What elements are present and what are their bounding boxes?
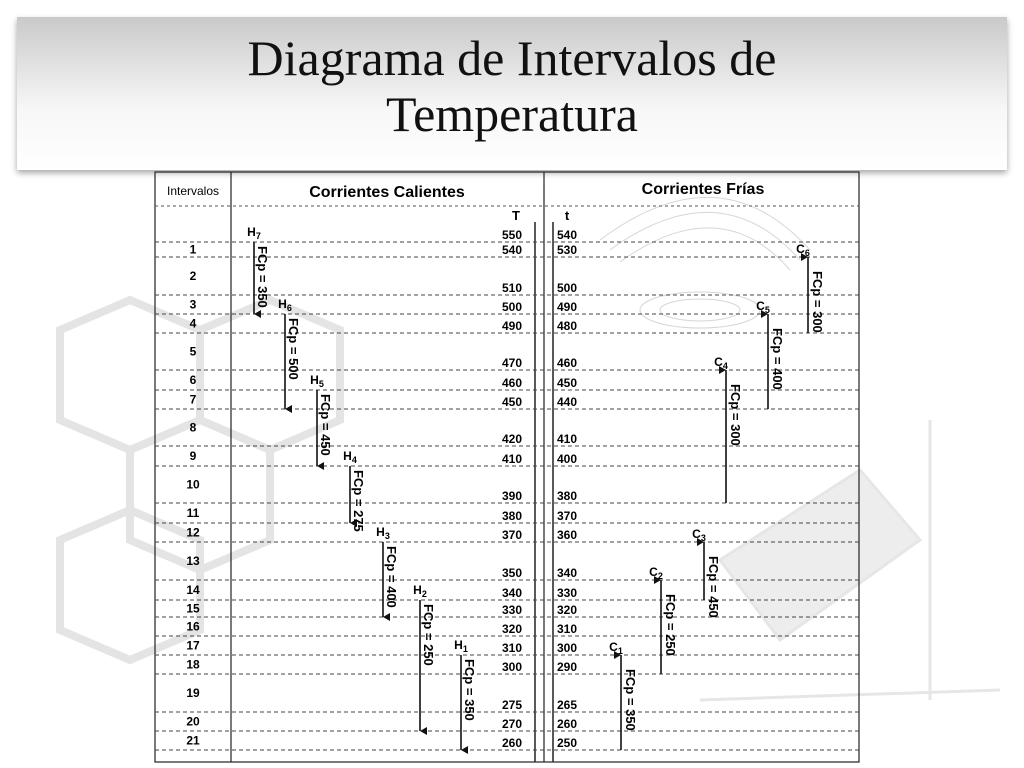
interval-number: 15 bbox=[186, 601, 200, 616]
fcp-label: FCp = 350 bbox=[462, 659, 477, 721]
cold-temperature-label: 290 bbox=[557, 660, 578, 674]
cold-stream-label: $C_2$ bbox=[649, 565, 663, 581]
cold-temperature-label: 500 bbox=[557, 281, 578, 295]
hot-temperature-label: 320 bbox=[501, 622, 522, 636]
fcp-label: FCp = 450 bbox=[706, 556, 721, 618]
hot-temperature-label: 420 bbox=[501, 432, 522, 446]
cold-temperature-label: 490 bbox=[557, 300, 578, 314]
interval-number: 5 bbox=[189, 344, 197, 359]
hot-stream-label: $H_1$ bbox=[454, 638, 468, 654]
hot-temperature-label: 300 bbox=[501, 660, 522, 674]
cold-temperature-label: 410 bbox=[557, 432, 578, 446]
interval-number: 17 bbox=[186, 638, 200, 653]
interval-number: 9 bbox=[189, 449, 197, 463]
cold-stream-label: $C_4$ bbox=[714, 355, 728, 371]
hot-temperature-label: 380 bbox=[501, 509, 522, 523]
label-cold-t: t bbox=[564, 208, 570, 223]
fcp-label: FCp = 400 bbox=[384, 546, 399, 608]
cold-temperature-label: 300 bbox=[557, 641, 578, 655]
hot-temperature-label: 340 bbox=[501, 586, 522, 600]
fcp-label: FCp = 450 bbox=[318, 394, 333, 456]
interval-number: 7 bbox=[189, 392, 197, 407]
interval-number: 14 bbox=[186, 583, 200, 597]
hot-temperature-label: 310 bbox=[501, 641, 522, 655]
interval-number: 16 bbox=[186, 619, 200, 634]
cold-temperature-label: 320 bbox=[557, 603, 578, 617]
cold-temperature-label: 450 bbox=[557, 376, 578, 390]
hot-temperature-label: 540 bbox=[501, 243, 522, 257]
cold-temperature-label: 360 bbox=[557, 528, 578, 542]
title-line-2: Temperatura bbox=[386, 86, 638, 142]
hot-temperature-label: 510 bbox=[501, 281, 522, 295]
cold-temperature-label: 540 bbox=[557, 228, 578, 242]
hot-temperature-label: 490 bbox=[501, 319, 522, 333]
hot-temperature-label: 270 bbox=[501, 717, 522, 731]
interval-number: 4 bbox=[189, 316, 197, 331]
cold-temperature-label: 380 bbox=[557, 489, 578, 503]
hot-stream-label: $H_3$ bbox=[376, 525, 390, 541]
fcp-label: FCp = 300 bbox=[810, 271, 825, 333]
header-intervalos: Intervalos bbox=[166, 184, 220, 198]
hot-temperature-label: 470 bbox=[501, 356, 522, 370]
interval-number: 19 bbox=[186, 686, 200, 700]
hot-stream-label: $H_6$ bbox=[278, 297, 292, 313]
interval-number: 6 bbox=[189, 373, 197, 387]
cold-temperature-label: 250 bbox=[557, 736, 578, 750]
hot-temperature-label: 460 bbox=[501, 376, 522, 390]
cold-temperature-label: 260 bbox=[557, 717, 578, 731]
header-hot-streams: Corrientes Calientes bbox=[309, 184, 465, 201]
hot-temperature-label: 390 bbox=[501, 489, 522, 503]
hot-temperature-label: 330 bbox=[501, 603, 522, 617]
cold-temperature-label: 310 bbox=[557, 622, 578, 636]
hot-temperature-label: 350 bbox=[501, 566, 522, 580]
cold-stream-label: $C_5$ bbox=[756, 299, 770, 315]
interval-number: 12 bbox=[186, 525, 200, 540]
fcp-label: FCp = 500 bbox=[286, 318, 301, 380]
cold-stream-label: $C_6$ bbox=[796, 242, 810, 258]
interval-number: 10 bbox=[186, 477, 200, 492]
title-line-1: Diagrama de Intervalos de bbox=[247, 30, 777, 86]
cold-temperature-label: 440 bbox=[557, 395, 578, 409]
fcp-label: FCp = 250 bbox=[421, 604, 436, 666]
interval-number: 13 bbox=[186, 554, 200, 568]
cold-temperature-label: 530 bbox=[557, 243, 578, 257]
cold-temperature-label: 480 bbox=[557, 319, 578, 333]
hot-stream-label: $H_2$ bbox=[413, 583, 427, 599]
cold-stream-label: $C_3$ bbox=[692, 527, 706, 543]
label-hot-T: T bbox=[512, 208, 520, 223]
cold-stream-label: $C_1$ bbox=[609, 640, 623, 656]
hot-stream-label: $H_4$ bbox=[343, 449, 357, 465]
hot-temperature-label: 500 bbox=[501, 300, 522, 314]
cold-temperature-label: 400 bbox=[557, 452, 578, 466]
interval-number: 11 bbox=[186, 506, 200, 520]
cold-temperature-label: 460 bbox=[557, 356, 578, 370]
fcp-label: FCp = 275 bbox=[351, 470, 366, 532]
header-cold-streams: Corrientes Frías bbox=[641, 181, 765, 198]
fcp-label: FCp = 350 bbox=[255, 246, 270, 308]
hot-stream-label: $H_5$ bbox=[310, 373, 324, 389]
interval-number: 21 bbox=[186, 733, 200, 748]
hot-temperature-label: 550 bbox=[501, 228, 522, 242]
cold-temperature-label: 330 bbox=[557, 586, 578, 600]
fcp-label: FCp = 400 bbox=[770, 328, 785, 390]
hot-temperature-label: 450 bbox=[501, 395, 522, 409]
cold-temperature-label: 370 bbox=[557, 509, 578, 523]
interval-number: 18 bbox=[186, 657, 200, 672]
cold-temperature-label: 265 bbox=[557, 698, 578, 712]
hot-stream-label: $H_7$ bbox=[247, 225, 261, 241]
fcp-label: FCp = 300 bbox=[728, 384, 743, 446]
interval-number: 1 bbox=[189, 242, 197, 257]
hot-temperature-label: 260 bbox=[501, 736, 522, 750]
fcp-label: FCp = 350 bbox=[623, 669, 638, 731]
hot-temperature-label: 410 bbox=[501, 452, 522, 466]
hot-temperature-label: 275 bbox=[501, 698, 522, 712]
interval-number: 3 bbox=[189, 297, 197, 312]
fcp-label: FCp = 250 bbox=[663, 594, 678, 656]
interval-number: 2 bbox=[189, 269, 197, 283]
cold-temperature-label: 340 bbox=[557, 566, 578, 580]
hot-temperature-label: 370 bbox=[501, 528, 522, 542]
interval-number: 20 bbox=[186, 714, 200, 729]
interval-number: 8 bbox=[189, 420, 197, 435]
